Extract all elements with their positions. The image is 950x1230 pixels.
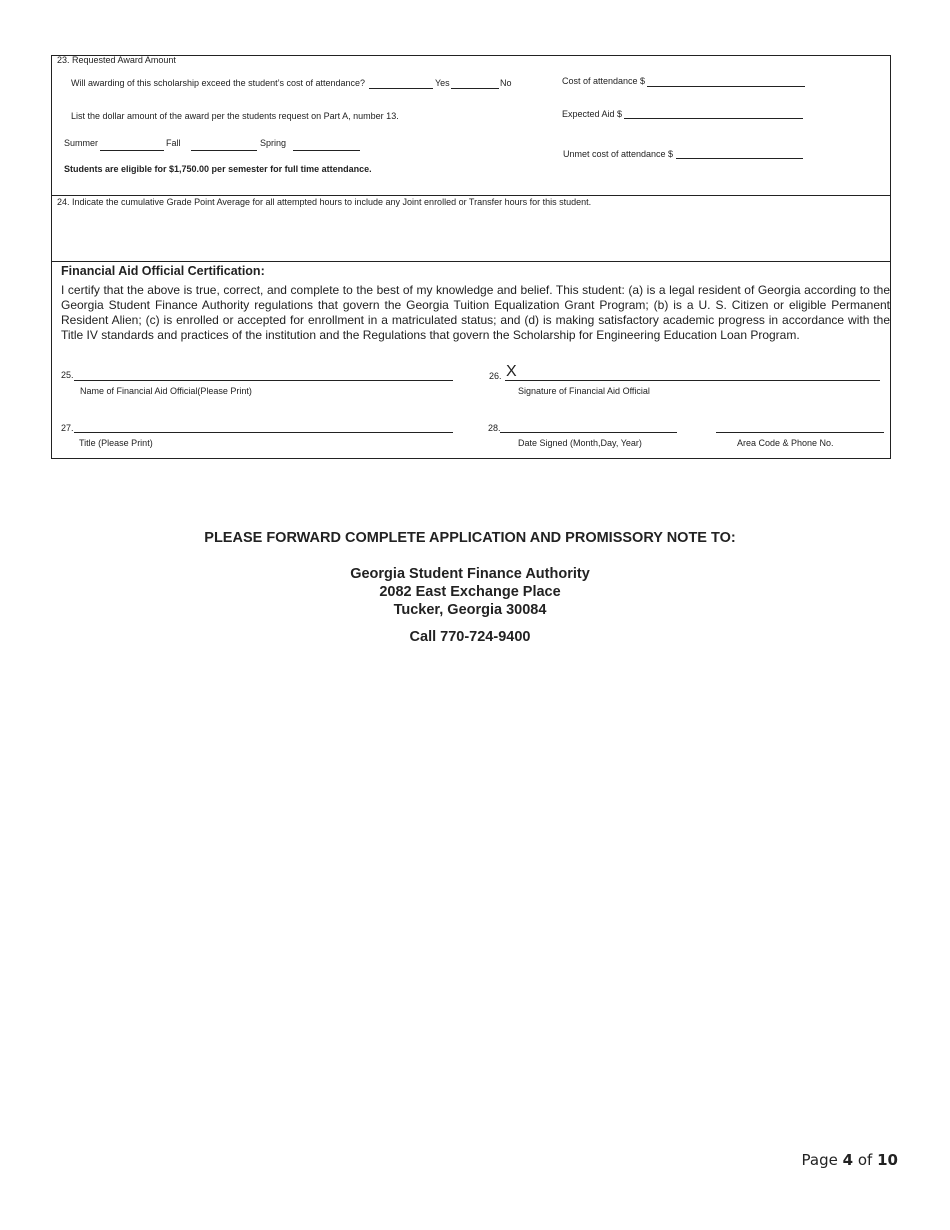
certification-title: Financial Aid Official Certification:: [61, 264, 265, 278]
expected-aid-field[interactable]: [624, 118, 803, 119]
spring-label: Spring: [260, 138, 287, 148]
page-total: 10: [877, 1151, 898, 1169]
no-label: No: [500, 78, 512, 88]
yes-label: Yes: [435, 78, 450, 88]
street-address: 2082 East Exchange Place: [379, 584, 561, 600]
summer-label: Summer: [64, 138, 99, 148]
item-27-number: 27.: [61, 423, 74, 433]
item-28-number: 28.: [488, 423, 501, 433]
title-label: Title (Please Print): [79, 438, 153, 448]
signature-x-mark: X: [506, 363, 517, 380]
signature-label: Signature of Financial Aid Official: [518, 386, 650, 396]
divider-24-cert: [51, 261, 891, 262]
official-name-field[interactable]: [74, 380, 453, 381]
gpa-instruction: 24. Indicate the cumulative Grade Point Average for all attempted hours to include any Joint enrolled or Transfer hours for this student.: [57, 197, 592, 207]
unmet-cost-label: Unmet cost of attendance $: [563, 149, 674, 159]
list-amount-text: List the dollar amount of the award per the students request on Part A, number 13.: [71, 111, 399, 121]
fall-label: Fall: [166, 138, 181, 148]
cost-question: Will awarding of this scholarship exceed the student’s cost of attendance?: [71, 78, 366, 88]
item-25-number: 25.: [61, 370, 74, 380]
title-field[interactable]: [74, 432, 453, 433]
signature-field[interactable]: [505, 380, 880, 381]
date-signed-field[interactable]: [500, 432, 677, 433]
spring-field[interactable]: [293, 150, 360, 151]
date-signed-label: Date Signed (Month,Day, Year): [518, 438, 642, 448]
cost-of-attendance-field[interactable]: [647, 86, 805, 87]
city-state-zip: Tucker, Georgia 30084: [393, 602, 547, 618]
divider-23-24: [51, 195, 891, 196]
page-word: Page: [801, 1151, 838, 1169]
of-word: of: [857, 1151, 873, 1169]
page-number: [802, 1151, 898, 1169]
phone-field[interactable]: [716, 432, 884, 433]
summer-field[interactable]: [100, 150, 164, 151]
eligibility-note: Students are eligible for $1,750.00 per semester for full time attendance.: [64, 164, 372, 174]
certification-text: I certify that the above is true, correct, and complete to the best of my knowledge and belief. This student: (a) is a legal resident of Georgia according to the Georgia Student Finance Authority regulations that govern the Georgia Tuition Equalization Grant Program; (b) is a U. S. Citizen or eligible Permanent Resident Alien; (c) is enrolled or accepted for enrollment in a matriculated status; and (d) is making satisfactory academic progress in accordance with the Title IV standards and practices of the institution and the Regulations that govern the Scholarship for Engineering Education Loan Program.: [61, 283, 890, 342]
section-23-heading: 23. Requested Award Amount: [57, 55, 176, 65]
cost-of-attendance-label: Cost of attendance $: [562, 76, 646, 86]
official-name-label: Name of Financial Aid Official(Please Print): [80, 386, 252, 396]
item-26-number: 26.: [489, 371, 502, 381]
fall-field[interactable]: [191, 150, 257, 151]
contact-phone: Call 770-724-9400: [409, 629, 531, 645]
yes-blank[interactable]: [369, 88, 433, 89]
unmet-cost-field[interactable]: [676, 158, 803, 159]
phone-label: Area Code & Phone No.: [737, 438, 834, 448]
org-name: Georgia Student Finance Authority: [350, 566, 590, 582]
forward-heading: PLEASE FORWARD COMPLETE APPLICATION AND PROMISSORY NOTE TO:: [204, 530, 736, 546]
no-blank[interactable]: [451, 88, 499, 89]
expected-aid-label: Expected Aid $: [562, 109, 623, 119]
page-current: 4: [842, 1151, 854, 1169]
